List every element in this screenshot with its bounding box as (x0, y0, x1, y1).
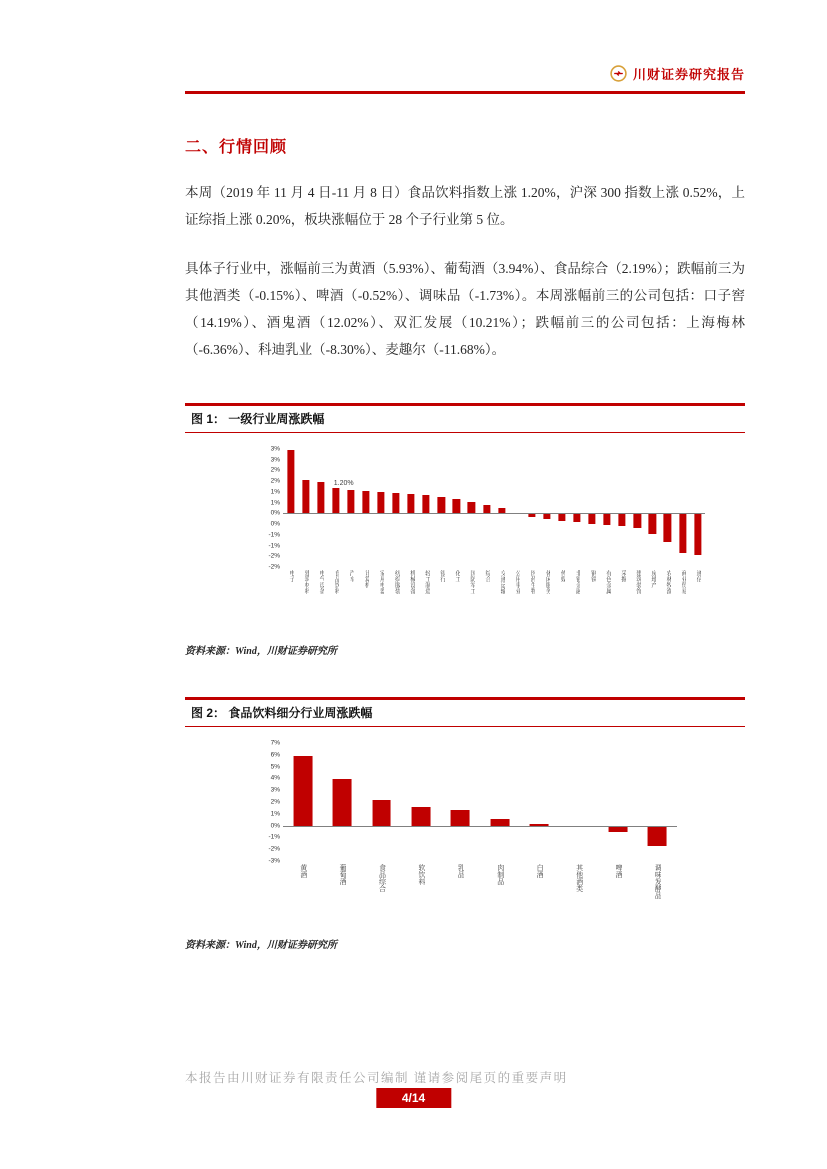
bar-cell (645, 449, 660, 567)
x-axis-label: 建筑材料 (303, 570, 310, 594)
x-axis-label: 乳品 (457, 864, 465, 878)
bar (333, 779, 352, 825)
bar-cell (524, 449, 539, 567)
y-tick-label: 2% (270, 477, 280, 485)
figure-2-title: 图 2： 食品饮料细分行业周涨跌幅 (185, 697, 745, 727)
x-label-cell (343, 570, 358, 632)
x-axis-label: 肉制品 (496, 864, 504, 885)
bar-cell (401, 743, 440, 861)
x-axis-label: 调味发酵品 (654, 864, 662, 899)
bar (558, 513, 565, 521)
x-label-cell (630, 570, 645, 632)
x-axis-label: 建筑装饰 (634, 570, 641, 594)
x-axis-label: 轻工制造 (423, 570, 430, 594)
x-label-cell (322, 864, 361, 926)
x-axis-label: 软饮料 (417, 864, 425, 885)
bar-cell (598, 743, 637, 861)
bar (588, 513, 595, 524)
bar (287, 450, 294, 513)
x-axis-label: 黄酒 (299, 864, 307, 878)
bar (347, 490, 354, 514)
bar-cell (675, 449, 690, 567)
x-axis-label: 家用电器 (378, 570, 385, 594)
x-label-cell (419, 570, 434, 632)
bar-cell (464, 449, 479, 567)
y-tick-label: -2% (268, 845, 280, 853)
bar-cell (313, 449, 328, 567)
x-axis-label: 葡萄酒 (339, 864, 347, 885)
bar-cell (585, 449, 600, 567)
y-tick-label: -2% (268, 552, 280, 560)
bar-cell (539, 449, 554, 567)
x-axis-label: 公用事业 (514, 570, 521, 594)
paragraph-subsector-detail: 具体子行业中，涨幅前三为黄酒（5.93%）、葡萄酒（3.94%）、食品综合（2.19%）；跌幅前三为其他酒类（-0.15%）、啤酒（-0.52%）、调味品（-1.73%）。本周涨幅前三的公司包括：口子窖（14.19%）、酒鬼酒（12.02%）、双汇发展（10.21%）；跌幅前三的公司包括：上海梅林（-6.36%）、科迪乳业（-8.30%）、麦趣尔（-11.68%）。 (185, 261, 745, 357)
x-label-cell (585, 570, 600, 632)
x-axis-label: 采掘 (619, 570, 626, 582)
x-axis-label: 计算机 (363, 570, 370, 588)
bar-cell (419, 449, 434, 567)
y-tick-label: -1% (268, 531, 280, 539)
x-label-cell (328, 570, 343, 632)
x-label-cell (598, 864, 637, 926)
bar-cell (638, 743, 677, 861)
bar (377, 492, 384, 513)
x-axis-label: 其他酒类 (575, 864, 583, 892)
figure-1-title: 图 1： 一级行业周涨跌幅 (185, 403, 745, 433)
bar-cell (373, 449, 388, 567)
x-label-cell (690, 570, 705, 632)
bar (573, 513, 580, 522)
x-label-cell (638, 864, 677, 926)
plot-area (283, 449, 705, 567)
bar-cell (358, 449, 373, 567)
bar (332, 488, 339, 514)
y-tick-label: -2% (268, 563, 280, 571)
y-tick-label: 3% (270, 786, 280, 794)
bar-cell (283, 743, 322, 861)
bar (392, 493, 399, 513)
bar-cell (509, 449, 524, 567)
x-label-cell (313, 570, 328, 632)
x-label-cell (600, 570, 615, 632)
x-axis-label: 通信 (695, 570, 702, 582)
bar-cell (343, 449, 358, 567)
x-label-cell (645, 570, 660, 632)
x-label-cell (559, 864, 598, 926)
x-axis-label: 钢铁 (589, 570, 596, 582)
y-tick-label: 3% (270, 456, 280, 464)
x-label-cell (569, 570, 584, 632)
x-label-cell (449, 570, 464, 632)
bar (649, 513, 656, 533)
x-axis-label: 电子 (287, 570, 294, 582)
bar (634, 513, 641, 528)
y-axis (257, 445, 283, 571)
y-tick-label: -3% (268, 857, 280, 865)
bar-cell (494, 449, 509, 567)
x-label-cell (362, 864, 401, 926)
y-axis (257, 739, 283, 865)
header-divider (185, 91, 745, 94)
x-axis-label: 医药生物 (529, 570, 536, 594)
x-axis-label: 啤酒 (614, 864, 622, 878)
bar (293, 756, 312, 826)
x-label-cell (298, 570, 313, 632)
x-axis-label: 商业贸易 (680, 570, 687, 594)
x-axis-label: 休闲服务 (544, 570, 551, 594)
bar-cell (554, 449, 569, 567)
bar (302, 480, 309, 513)
y-tick-label: 0% (270, 520, 280, 528)
bar-cell (389, 449, 404, 567)
footer-disclaimer: 本报告由川财证券有限责任公司编制 谨请参阅尾页的重要声明 (185, 1071, 568, 1085)
x-axis-label: 房地产 (649, 570, 656, 588)
x-label-cell (404, 570, 419, 632)
bar-cell (449, 449, 464, 567)
x-axis-label: 食品饮料 (333, 570, 340, 594)
x-label-cell (358, 570, 373, 632)
bar (694, 513, 701, 555)
x-label-cell (283, 864, 322, 926)
bar (317, 482, 324, 513)
x-axis-label: 化工 (453, 570, 460, 582)
y-tick-label: 7% (270, 739, 280, 747)
x-axis-label: 国防军工 (468, 570, 475, 594)
y-tick-label: 1% (270, 499, 280, 507)
x-axis-label: 白酒 (536, 864, 544, 878)
y-tick-label: 2% (270, 466, 280, 474)
x-label-cell (554, 570, 569, 632)
bar (423, 495, 430, 513)
bar-cell (480, 743, 519, 861)
y-tick-label: 3% (270, 445, 280, 453)
x-axis-label: 汽车 (348, 570, 355, 582)
x-label-cell (401, 864, 440, 926)
y-tick-label: -1% (268, 542, 280, 550)
y-tick-label: 6% (270, 751, 280, 759)
bar-cell (600, 449, 615, 567)
bar-cell (328, 449, 343, 567)
x-label-cell (480, 864, 519, 926)
bar (408, 494, 415, 513)
y-tick-label: 2% (270, 798, 280, 806)
x-label-cell (389, 570, 404, 632)
y-tick-label: 1% (270, 488, 280, 496)
x-label-cell (509, 570, 524, 632)
bar-cell (519, 743, 558, 861)
figure-2-source: 资料来源：Wind，川财证券研究所 (185, 940, 337, 951)
data-label: 1.20% (333, 479, 354, 487)
x-label-cell (539, 570, 554, 632)
figure-2 (185, 697, 745, 951)
x-label-cell (283, 570, 298, 632)
x-axis-label: 电气设备 (318, 570, 325, 594)
x-axis-label: 有色金属 (604, 570, 611, 594)
x-axis-label: 综合 (484, 570, 490, 582)
bar-cell (615, 449, 630, 567)
x-axis-label: 农林牧渔 (664, 570, 671, 594)
x-axis-label: 交通运输 (499, 570, 506, 594)
x-label-cell (441, 864, 480, 926)
y-tick-label: 5% (270, 763, 280, 771)
bar-cell (298, 449, 313, 567)
zero-axis-line (283, 513, 705, 514)
bar (372, 800, 391, 826)
x-axis-label: 纺织服装 (393, 570, 400, 594)
x-label-cell (479, 570, 494, 632)
figure-1 (185, 403, 745, 657)
bar (362, 491, 369, 514)
food-beverage-subsector-chart (257, 739, 677, 926)
x-label-cell (660, 570, 675, 632)
y-tick-label: 1% (270, 810, 280, 818)
bar-cell (630, 449, 645, 567)
x-axis-label: 机械设备 (408, 570, 415, 594)
bar-cell (569, 449, 584, 567)
plot-area (283, 743, 677, 861)
bar (453, 499, 460, 513)
plot-wrap (283, 743, 677, 926)
page-header (185, 64, 745, 83)
x-label-cell (464, 570, 479, 632)
bar-cell (559, 743, 598, 861)
figure-1-source: 资料来源：Wind，川财证券研究所 (185, 646, 337, 657)
page-number-badge: 4/14 (376, 1088, 451, 1108)
x-axis-label: 食品综合 (378, 864, 386, 892)
bar (411, 807, 430, 825)
bar-cell (404, 449, 419, 567)
y-tick-label: 4% (270, 774, 280, 782)
zero-axis-line (283, 826, 677, 827)
paragraph-market-review: 本周（2019 年 11 月 4 日-11 月 8 日）食品饮料指数上涨 1.20%，沪深 300 指数上涨 0.52%，上证综指上涨 0.20%，板块涨幅位于 28 个子行业第 5 位。 (185, 185, 745, 227)
brand-logo-icon (610, 65, 627, 82)
bar-cell (434, 449, 449, 567)
x-label-cell (434, 570, 449, 632)
x-label-cell (524, 570, 539, 632)
bar (648, 826, 667, 846)
x-axis-label: 银行 (438, 570, 445, 582)
x-label-cell (494, 570, 509, 632)
bar-cell (660, 449, 675, 567)
bar (483, 505, 490, 514)
x-axis-label: 传媒 (559, 570, 566, 582)
bar-cell (690, 449, 705, 567)
bar-cell (322, 743, 361, 861)
bar (451, 810, 470, 825)
industry-weekly-change-chart (257, 445, 705, 632)
x-axis-labels (283, 864, 677, 926)
bar (664, 513, 671, 542)
x-label-cell (519, 864, 558, 926)
bar (679, 513, 686, 553)
bar-cell (441, 743, 480, 861)
bar (438, 497, 445, 513)
bar-cell (283, 449, 298, 567)
x-axis-labels (283, 570, 705, 632)
bar (619, 513, 626, 526)
x-label-cell (675, 570, 690, 632)
y-tick-label: -1% (268, 833, 280, 841)
bar (604, 513, 611, 525)
x-label-cell (373, 570, 388, 632)
section-title: 二、行情回顾 (185, 139, 288, 156)
x-label-cell (615, 570, 630, 632)
x-axis-label: 非银金融 (574, 570, 581, 594)
y-tick-label: 0% (270, 509, 280, 517)
bar-cell (479, 449, 494, 567)
y-tick-label: 0% (270, 822, 280, 830)
brand-title: 川财证券研究报告 (632, 67, 745, 82)
bar-cell (362, 743, 401, 861)
bar (468, 502, 475, 514)
content-column (185, 0, 745, 951)
plot-wrap (283, 449, 705, 632)
